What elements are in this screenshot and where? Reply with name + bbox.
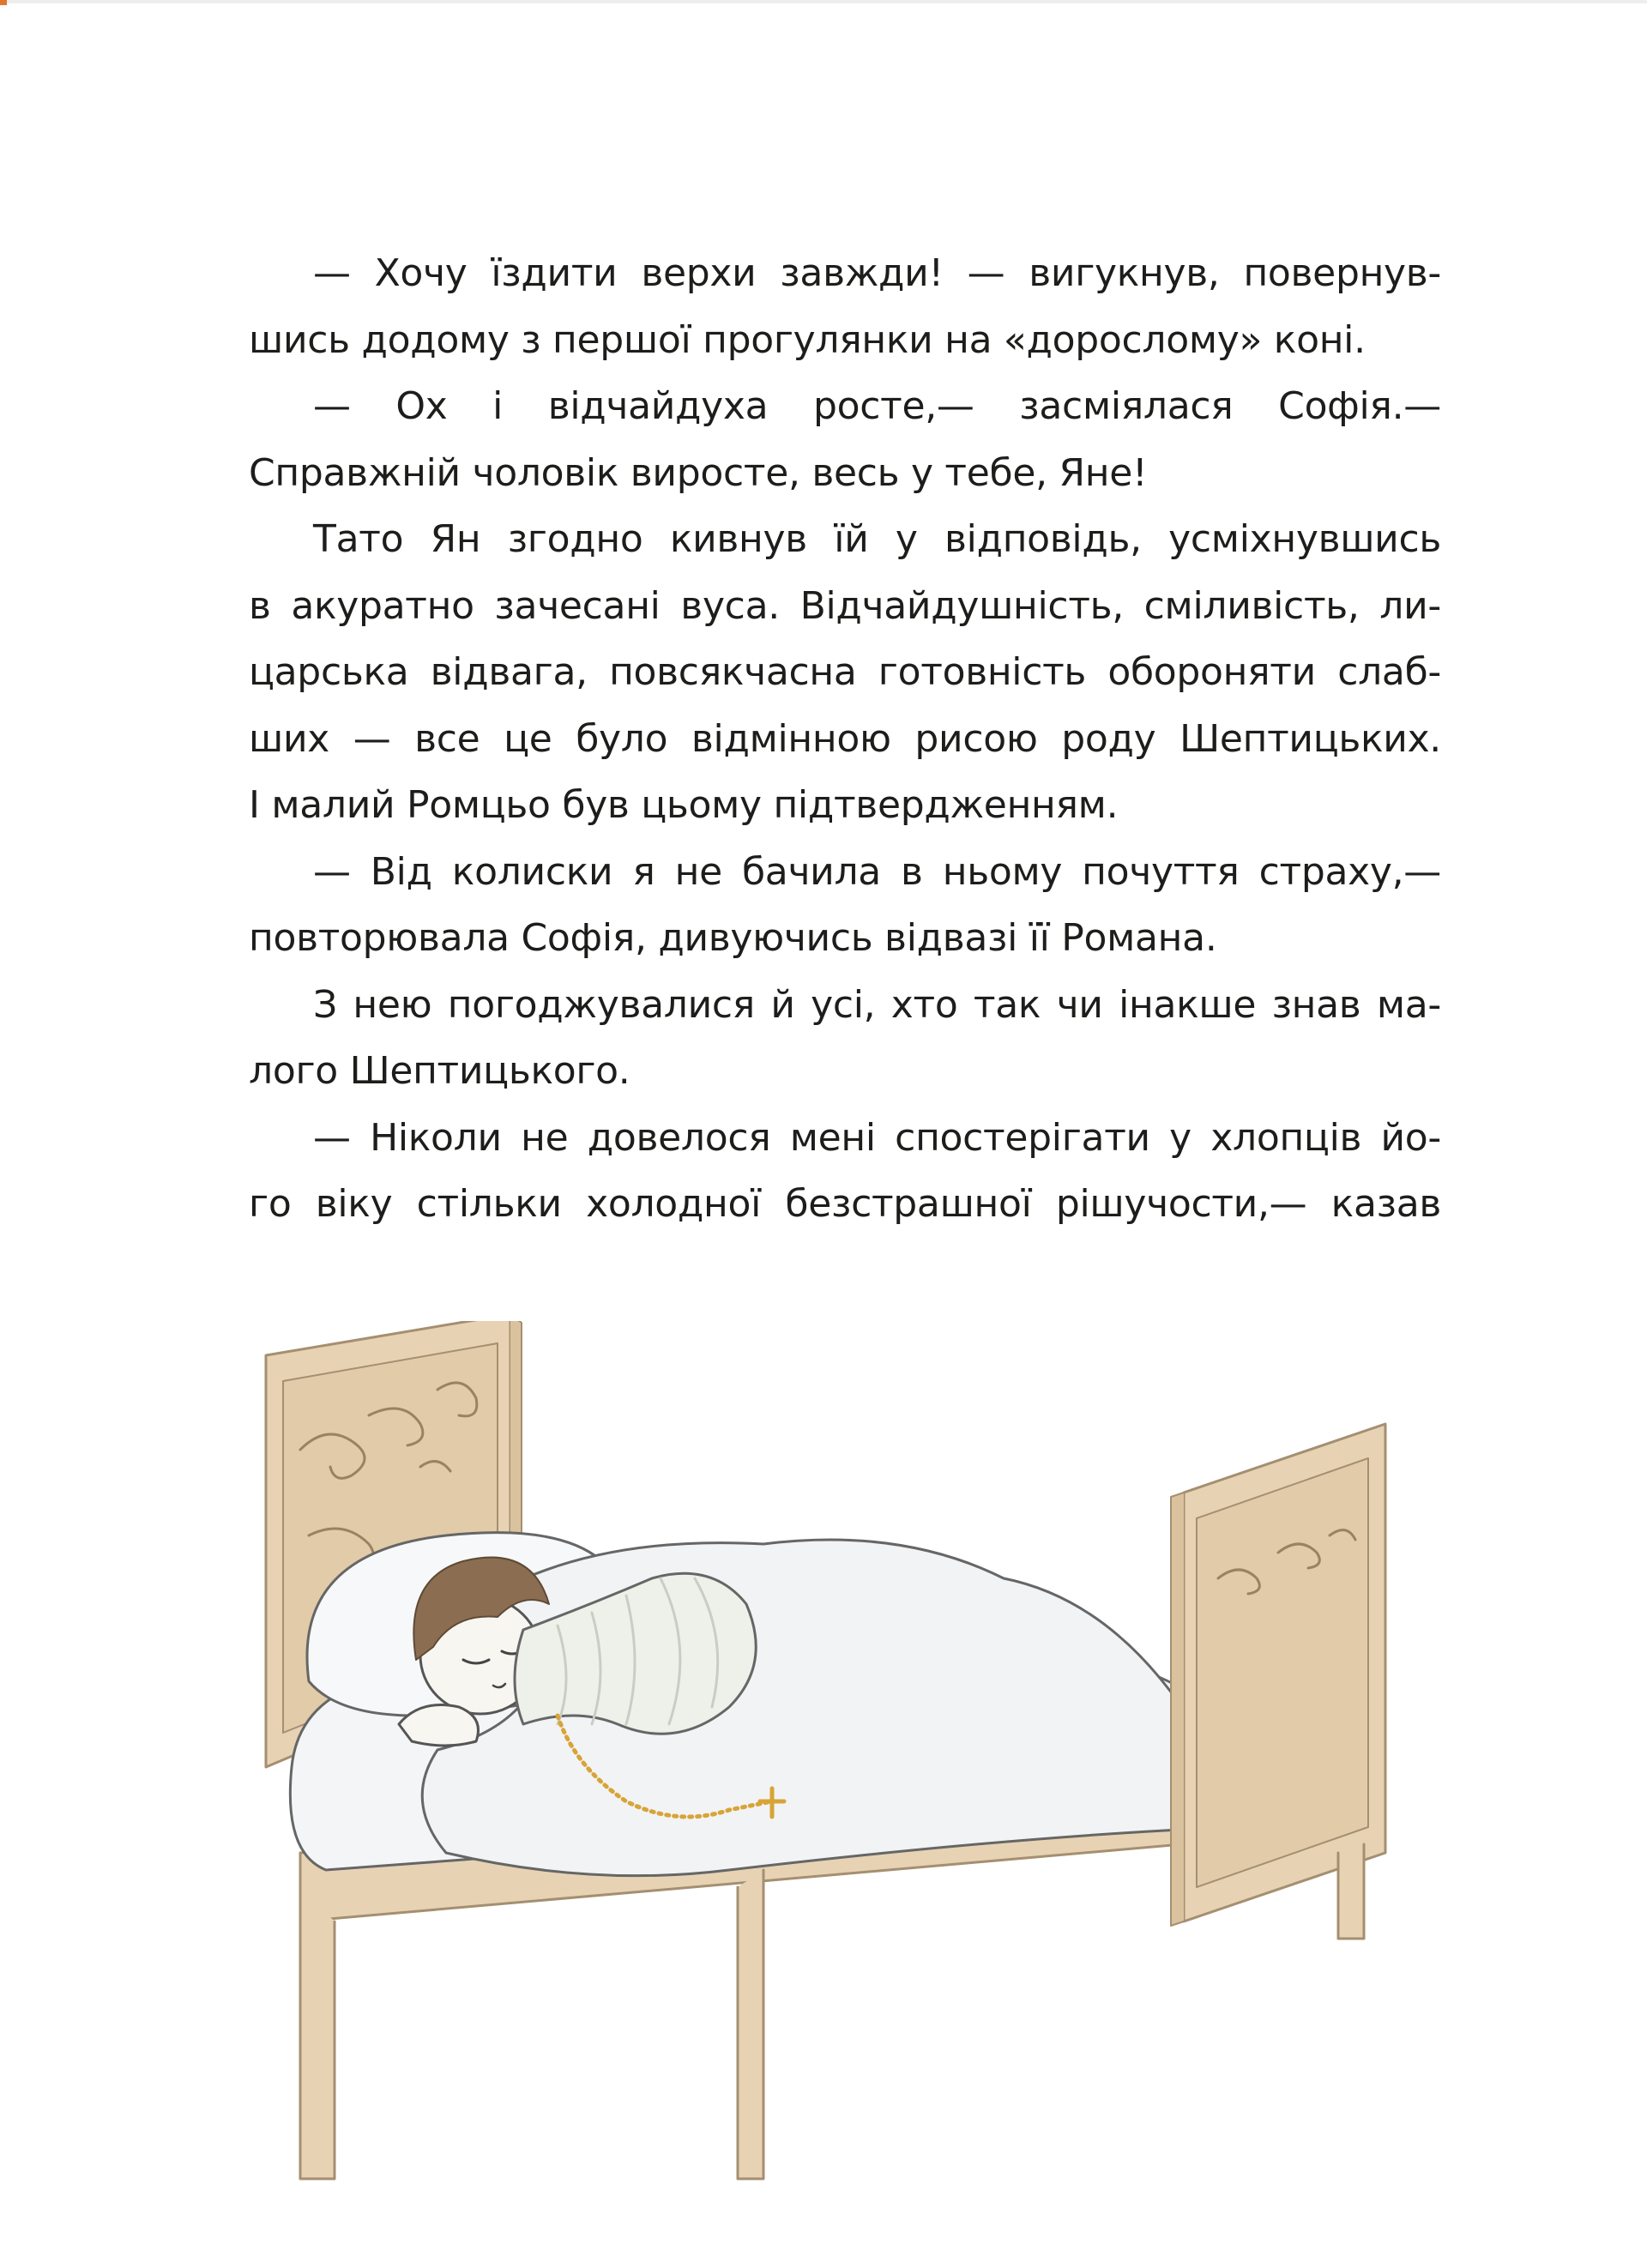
text-line: — Хочу їздити верхи завжди! — вигукнув, повернув- [313, 251, 1441, 295]
text-line: І малий Ромцьо був цьому підтвердженням. [249, 783, 1119, 827]
text-line: — Ох і відчайдуха росте,— засміялася Софія.— [313, 384, 1441, 428]
text-line: ших — все це було відмінною рисою роду Шептицьких. [249, 716, 1441, 761]
text-line: лого Шептицького. [249, 1049, 630, 1093]
sleeping-boy-bed-illustration [249, 1321, 1450, 2196]
text-line: го віку стільки холодної безстрашної рішучости,— казав [249, 1182, 1441, 1226]
text-line: Справжній чоловік виросте, весь у тебе, Яне! [249, 450, 1148, 495]
text-line: повторювала Софія, дивуючись відвазі її Романа. [249, 916, 1217, 960]
page-top-rule [0, 0, 1647, 3]
text-line: З нею погоджувалися й усі, хто так чи інакше знав ма- [313, 982, 1441, 1027]
text-line: царська відвага, повсякчасна готовність обороняти слаб- [249, 650, 1441, 694]
page-corner-mark [0, 0, 7, 5]
text-line: — Від колиски я не бачила в ньому почуття страху,— [313, 849, 1441, 894]
body-text [249, 240, 1441, 1238]
text-line: — Ніколи не довелося мені спостерігати у хлопців йо- [313, 1115, 1441, 1160]
bed-leg-left [300, 1887, 335, 2179]
bed-leg-mid [738, 1870, 763, 2179]
text-line: Тато Ян згодно кивнув їй у відповідь, усміхнувшись [313, 517, 1441, 561]
text-line: шись додому з першої прогулянки на «дорослому» коні. [249, 317, 1366, 362]
text-line: в акуратно зачесані вуса. Відчайдушність, сміливість, ли- [249, 583, 1441, 628]
